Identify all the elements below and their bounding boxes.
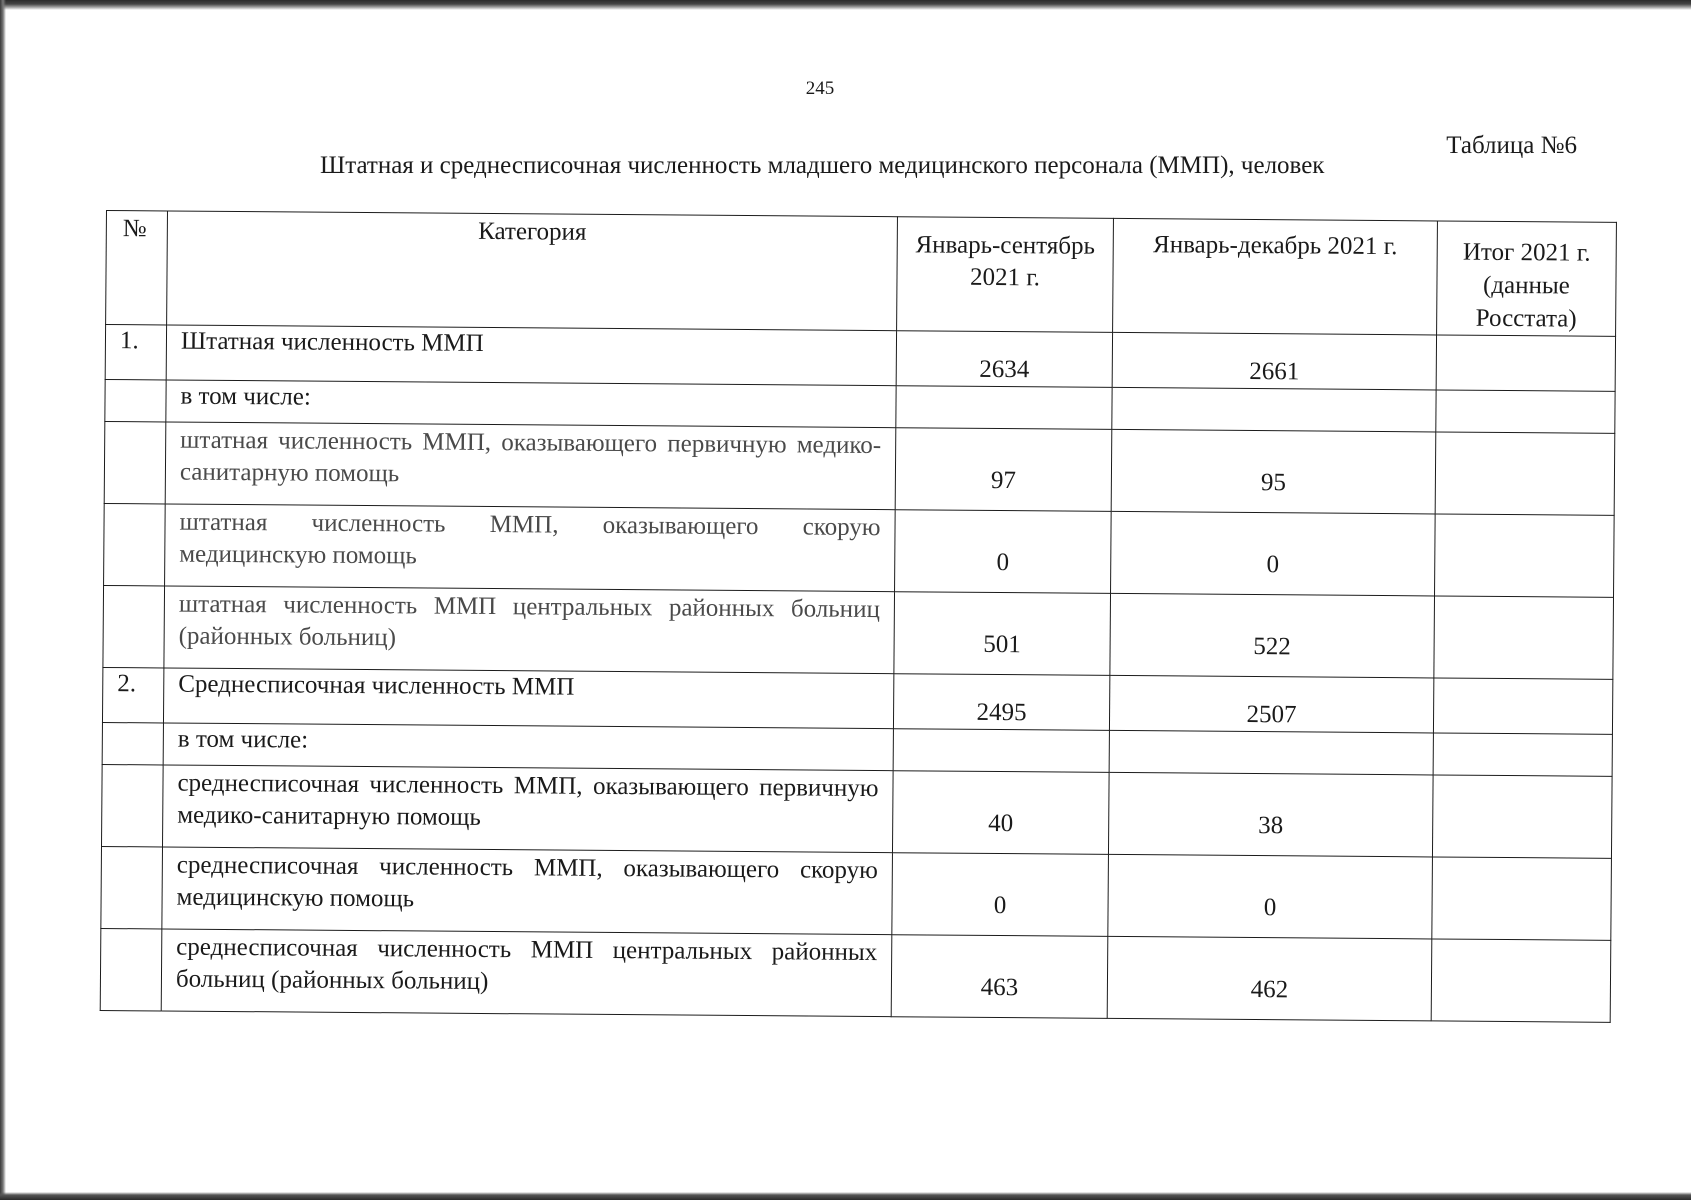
value-total xyxy=(1436,335,1615,391)
row-category: среднесписочная численность ММП центральных районных больниц (районных больниц) xyxy=(161,929,892,1017)
row-number xyxy=(102,722,163,764)
value-jan-sep: 40 xyxy=(892,771,1109,855)
staff-table-container xyxy=(100,210,1616,1023)
value-jan-sep: 0 xyxy=(895,510,1112,594)
row-number: 1. xyxy=(105,325,166,380)
value-jan-dec: 0 xyxy=(1108,854,1433,939)
row-category: штатная численность ММП центральных районных больниц (районных больниц) xyxy=(164,586,895,674)
header-jan-dec-2021: Январь-декабрь 2021 г. xyxy=(1113,218,1438,335)
value-jan-sep xyxy=(893,729,1109,773)
value-total xyxy=(1436,390,1615,433)
row-category: штатная численность ММП, оказывающего первичную медико-санитарную помощь xyxy=(165,422,896,510)
table-row xyxy=(103,585,1614,679)
value-total xyxy=(1434,596,1614,679)
table-row xyxy=(102,764,1613,858)
staff-table xyxy=(100,210,1617,1023)
scan-edge-left xyxy=(0,0,6,1200)
scan-edge-bottom xyxy=(0,1192,1691,1200)
document-title: Штатная и среднесписочная численность младшего медицинского персонала (ММП), человек xyxy=(320,152,1325,179)
row-number xyxy=(104,421,166,503)
value-jan-dec: 2507 xyxy=(1109,675,1433,733)
row-number: 2. xyxy=(102,667,163,722)
row-category: в том числе: xyxy=(166,380,896,428)
header-number: № xyxy=(106,211,168,325)
table-row xyxy=(104,421,1615,515)
value-jan-dec xyxy=(1109,730,1433,775)
value-total xyxy=(1432,857,1612,940)
value-total xyxy=(1431,939,1611,1022)
row-number xyxy=(104,503,166,585)
value-total xyxy=(1433,733,1612,776)
value-jan-sep: 97 xyxy=(895,428,1112,512)
table-header-row xyxy=(106,211,1617,337)
row-number xyxy=(103,585,165,667)
value-jan-sep: 2495 xyxy=(893,674,1109,731)
row-category: штатная численность ММП, оказывающего скорую медицинскую помощь xyxy=(165,504,896,592)
row-category: в том числе: xyxy=(163,723,893,771)
header-total-2021-rosstat: Итог 2021 г. (данные Росстата) xyxy=(1437,221,1617,336)
value-jan-sep: 2634 xyxy=(896,331,1112,388)
value-jan-dec: 2661 xyxy=(1112,332,1436,390)
value-jan-dec: 0 xyxy=(1111,511,1436,596)
value-jan-dec: 38 xyxy=(1108,772,1433,857)
header-category: Категория xyxy=(167,211,898,331)
value-total xyxy=(1433,678,1612,734)
value-jan-dec: 462 xyxy=(1107,936,1432,1021)
value-jan-sep: 0 xyxy=(892,853,1109,937)
table-row xyxy=(101,846,1612,940)
value-jan-sep: 463 xyxy=(891,935,1108,1019)
row-category: Штатная численность ММП xyxy=(166,325,896,386)
value-total xyxy=(1435,432,1615,515)
table-row xyxy=(100,928,1611,1022)
row-number xyxy=(101,846,163,928)
row-number xyxy=(105,379,166,421)
page-number: 245 xyxy=(805,78,835,99)
header-jan-sep-2021: Январь-сентябрь 2021 г. xyxy=(897,217,1114,333)
value-jan-dec xyxy=(1112,387,1436,432)
scan-edge-top xyxy=(0,0,1691,10)
row-category: среднесписочная численность ММП, оказывающего первичную медико-санитарную помощь xyxy=(162,765,893,853)
value-total xyxy=(1435,514,1615,597)
row-category: Среднесписочная численность ММП xyxy=(163,668,893,729)
value-jan-dec: 95 xyxy=(1111,429,1436,514)
value-total xyxy=(1432,775,1612,858)
value-jan-sep: 501 xyxy=(894,592,1111,676)
value-jan-sep xyxy=(896,386,1112,430)
table-label: Таблица №6 xyxy=(1446,132,1577,159)
value-jan-dec: 522 xyxy=(1110,593,1435,678)
row-number xyxy=(102,764,164,846)
row-number xyxy=(100,928,162,1010)
table-row xyxy=(104,503,1615,597)
row-category: среднесписочная численность ММП, оказывающего скорую медицинскую помощь xyxy=(162,847,893,935)
